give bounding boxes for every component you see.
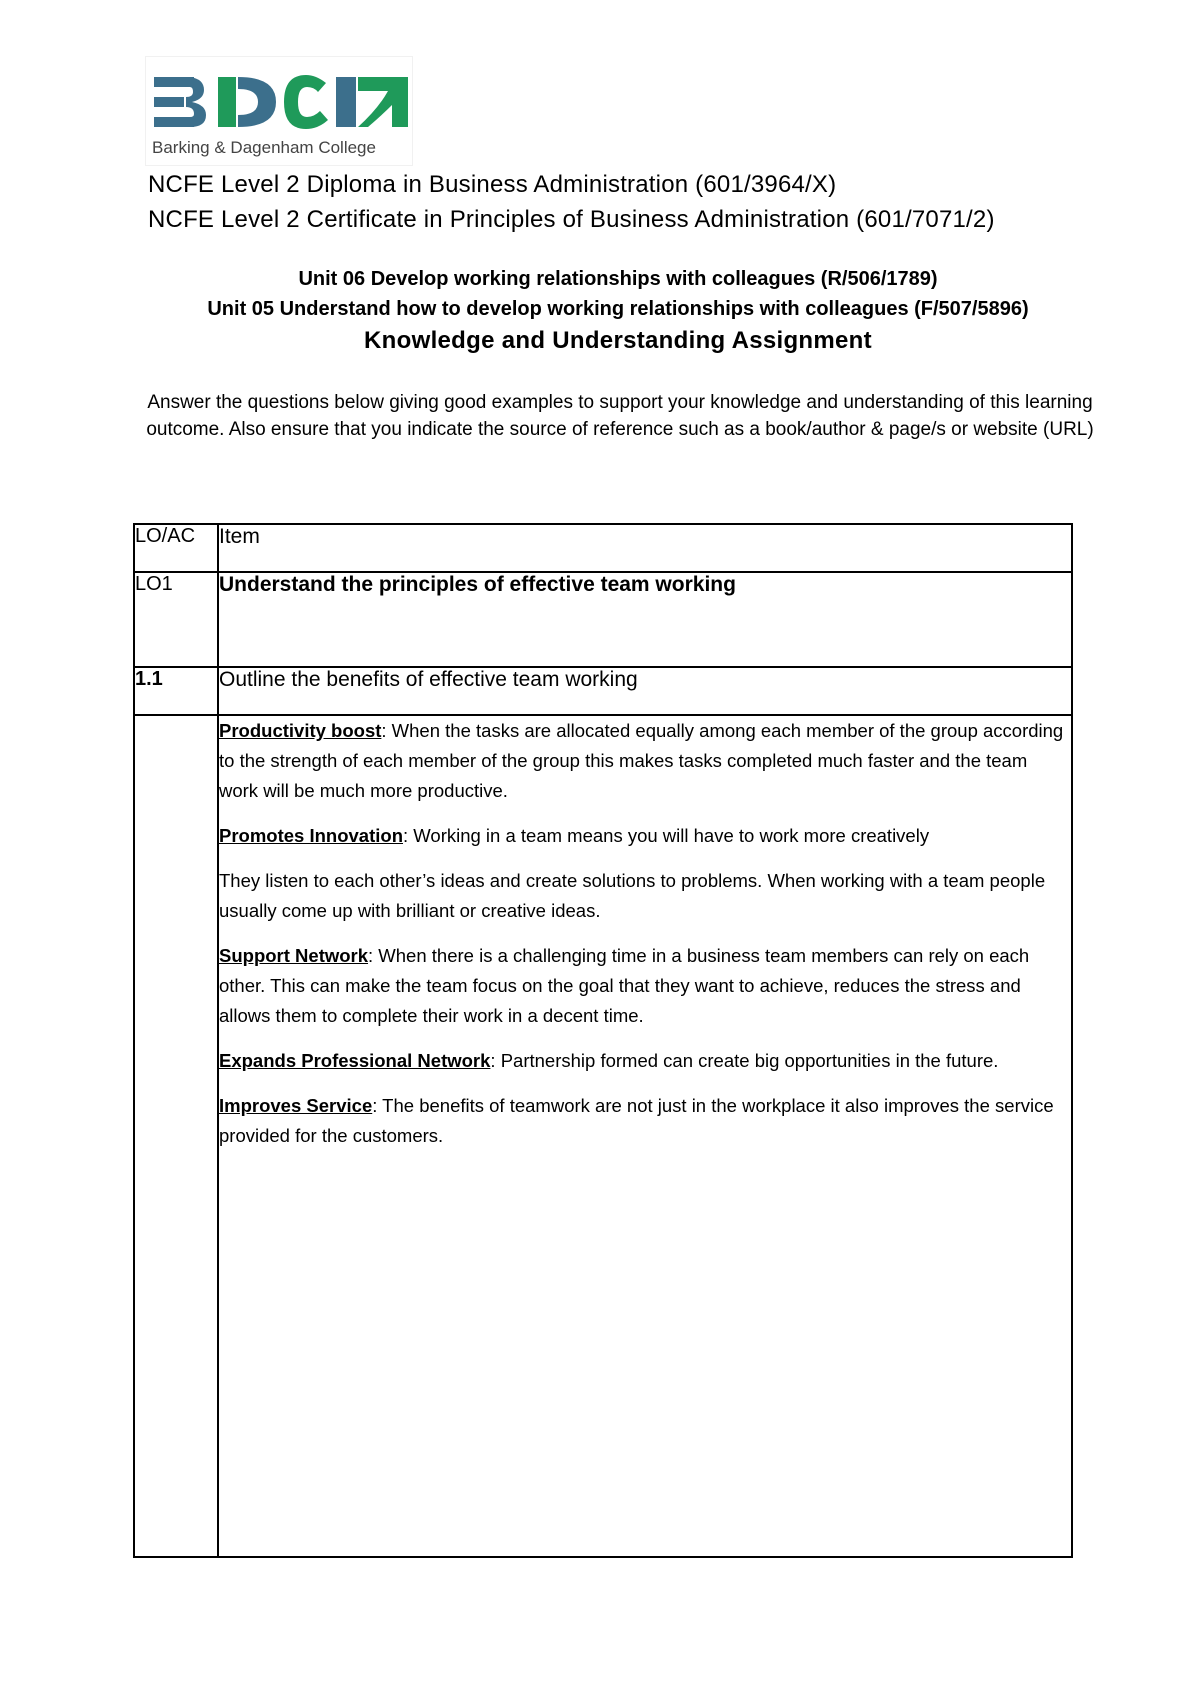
answer-cell xyxy=(218,715,1072,1557)
lo-title: Understand the principles of effective team working xyxy=(218,572,1072,667)
answer-productivity xyxy=(219,716,1071,806)
header-code: LO/AC xyxy=(134,524,218,572)
term-innovation: Promotes Innovation xyxy=(219,825,403,846)
answer-support xyxy=(219,941,1071,1031)
table-header-row xyxy=(134,524,1072,572)
criterion-row xyxy=(134,667,1072,715)
text-service: : The benefits of teamwork are not just in the workplace it also improves the service provided for the customers. xyxy=(219,1095,1054,1146)
qualification-diploma: NCFE Level 2 Diploma in Business Administration (601/3964/X) xyxy=(148,171,837,198)
qualification-certificate: NCFE Level 2 Certificate in Principles of Business Administration (601/7071/2) xyxy=(148,206,995,233)
ac-title: Outline the benefits of effective team working xyxy=(218,667,1072,715)
answer-innovation xyxy=(219,821,1071,851)
answer-row xyxy=(134,715,1072,1557)
term-productivity: Productivity boost xyxy=(219,720,382,741)
term-service: Improves Service xyxy=(219,1095,373,1116)
header-item: Item xyxy=(218,524,1072,572)
assignment-table xyxy=(133,523,1073,1558)
text-support: : When there is a challenging time in a business team members can rely on each other. This can make the team focus on the goal that they want to achieve, reduces the stress and allows them to complete their work in a decent time. xyxy=(219,945,1030,1026)
answer-service xyxy=(219,1091,1071,1151)
unit-06-title: Unit 06 Develop working relationships with colleagues (R/506/1789) xyxy=(298,268,938,290)
answer-code-cell xyxy=(134,715,218,1557)
lo-code: LO1 xyxy=(134,572,218,667)
text-network: : Partnership formed can create big opportunities in the future. xyxy=(490,1050,999,1071)
text-innovation: : Working in a team means you will have to work more creatively xyxy=(403,825,930,846)
answer-network xyxy=(219,1046,1071,1076)
logo-college-name: Barking & Dagenham College xyxy=(152,138,376,157)
logo-letter-a xyxy=(336,77,408,127)
logo-letter-c xyxy=(284,75,328,129)
unit-05-title: Unit 05 Understand how to develop working relationships with colleagues (F/507/5896) xyxy=(207,298,1029,320)
college-logo xyxy=(146,57,412,165)
text-productivity: : When the tasks are allocated equally among each member of the group according to the strength of each member of the group this makes tasks completed much faster and the team work will be much more productive. xyxy=(219,720,1064,801)
answer-ideas: They listen to each other’s ideas and create solutions to problems. When working with a team people usually come up with brilliant or creative ideas. xyxy=(219,870,1046,921)
term-support: Support Network xyxy=(219,945,369,966)
instructions: Answer the questions below giving good examples to support your knowledge and understanding of this learning outcome. Also ensure that you indicate the source of reference such as a book/author & page/s or website (URL) xyxy=(146,392,1094,440)
logo-letter-d xyxy=(218,77,276,127)
ac-code: 1.1 xyxy=(134,667,218,715)
learning-outcome-row xyxy=(134,572,1072,667)
term-network: Expands Professional Network xyxy=(219,1050,491,1071)
assignment-title: Knowledge and Understanding Assignment xyxy=(364,327,872,354)
logo-letter-b xyxy=(154,77,206,127)
